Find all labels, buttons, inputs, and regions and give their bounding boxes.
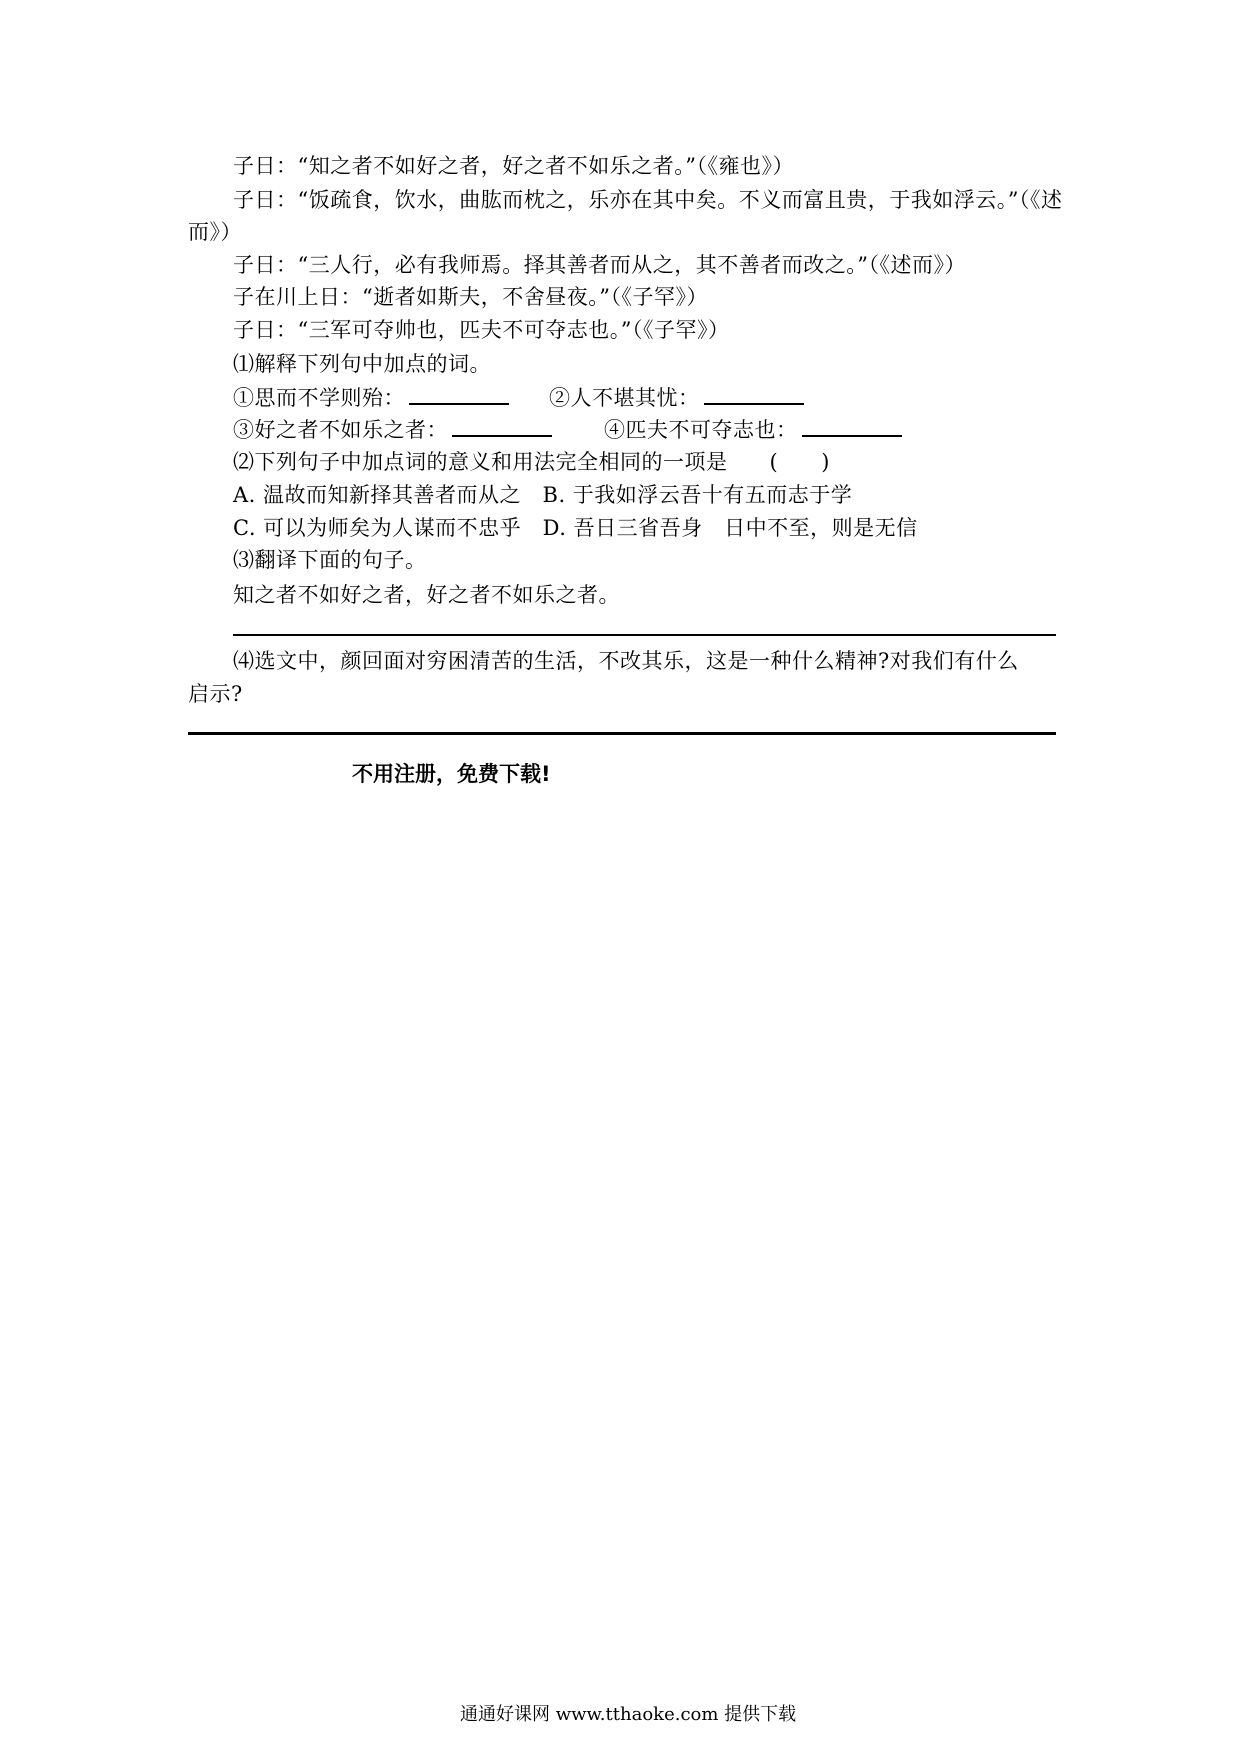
q3-answer-line[interactable] (233, 634, 1056, 636)
q3-prompt: ⑶翻译下面的句子。 (233, 548, 427, 572)
q2-option-b: B. 于我如浮云吾十有五而志于学 (542, 483, 853, 507)
passage-line-4: 子日：“三人行，必有我师焉。择其善者而从之，其不善者而改之。”（《述而》） (233, 253, 966, 277)
q4-answer-line[interactable] (188, 732, 1056, 735)
footer-source: 通通好课网 www.tthaoke.com 提供下载 (460, 1704, 797, 1725)
q1-row-2 (233, 415, 902, 444)
q2-options-row-1 (233, 481, 852, 509)
q4-line-1: ⑷选文中，颜回面对穷困清苦的生活，不改其乐，这是一种什么精神?对我们有什么 (233, 649, 1019, 673)
q2-options-row-2 (233, 514, 918, 542)
q1-item-4: ④匹夫不可夺志也： (604, 418, 798, 442)
passage-line-2: 子日：“饭疏食，饮水，曲肱而枕之，乐亦在其中矣。不义而富且贵，于我如浮云。”（《述 (233, 188, 1063, 212)
q2-prompt-line (233, 448, 830, 476)
passage-line-3: 而》） (188, 220, 242, 244)
answer-blank-1[interactable] (409, 383, 509, 405)
q2-prompt: ⑵下列句子中加点词的意义和用法完全相同的一项是 (233, 450, 728, 474)
q1-prompt: ⑴解释下列句中加点的词。 (233, 352, 491, 376)
q2-option-d: D. 吾日三省吾身 日中不至，则是无信 (542, 516, 918, 540)
q3-sentence: 知之者不如好之者，好之者不如乐之者。 (233, 583, 620, 607)
passage-line-5: 子在川上日：“逝者如斯夫，不舍昼夜。”（《子罕》） (233, 285, 708, 309)
q4-line-2: 启示? (188, 682, 243, 706)
q2-answer-paren[interactable]: ( ) (769, 450, 830, 474)
q2-option-a: A. 温故而知新择其善者而从之 (233, 483, 522, 507)
promo-text: 不用注册，免费下载! (352, 762, 551, 786)
q1-item-1: ①思而不学则殆： (233, 386, 405, 410)
answer-blank-4[interactable] (802, 415, 902, 437)
answer-blank-3[interactable] (452, 415, 552, 437)
passage-line-6: 子日：“三军可夺帅也，匹夫不可夺志也。”（《子罕》） (233, 318, 730, 342)
q1-item-3: ③好之者不如乐之者： (233, 418, 448, 442)
q1-row-1 (233, 383, 804, 412)
answer-blank-2[interactable] (704, 383, 804, 405)
q1-item-2: ②人不堪其忧： (549, 386, 700, 410)
passage-line-1: 子日：“知之者不如好之者，好之者不如乐之者。”（《雍也》） (233, 154, 794, 178)
q2-option-c: C. 可以为师矣为人谋而不忠乎 (233, 516, 522, 540)
